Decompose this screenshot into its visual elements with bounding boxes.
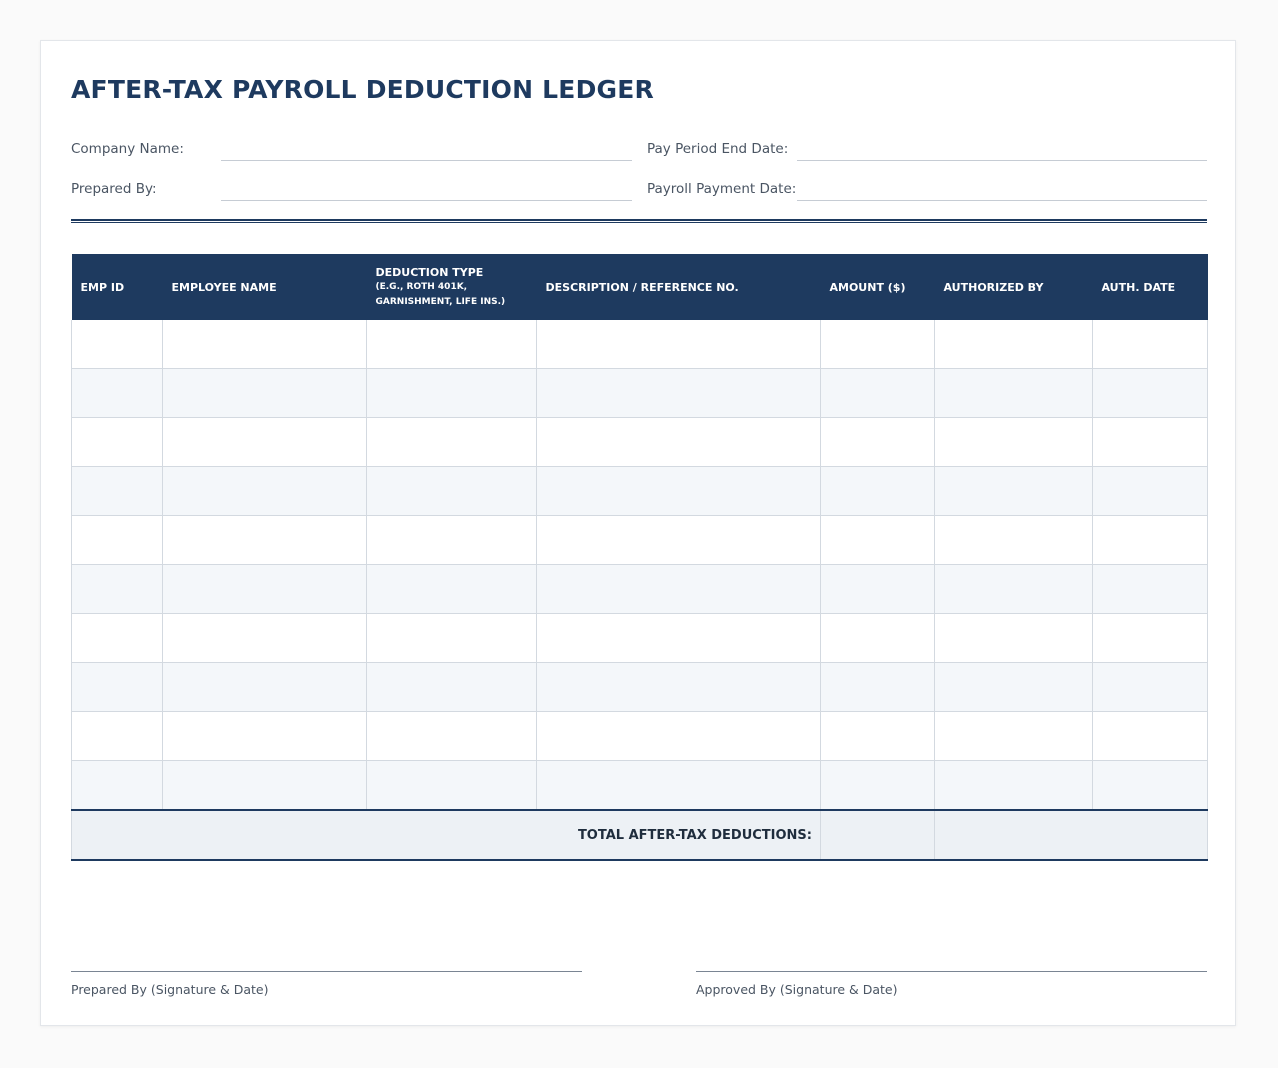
cell-amount[interactable] (821, 369, 935, 418)
column-header-auth-date: AUTH. DATE (1093, 254, 1208, 320)
column-header-authorized-by: AUTHORIZED BY (935, 254, 1093, 320)
cell-deduction-type[interactable] (367, 614, 537, 663)
cell-authorized-by[interactable] (935, 369, 1093, 418)
cell-auth-date[interactable] (1093, 614, 1208, 663)
deduction-type-example-1: (E.G., ROTH 401K, (375, 281, 468, 292)
cell-authorized-by[interactable] (935, 565, 1093, 614)
cell-amount[interactable] (821, 712, 935, 761)
cell-description[interactable] (537, 761, 821, 811)
approved-by-signature-line[interactable] (696, 971, 1207, 972)
cell-amount[interactable] (821, 467, 935, 516)
payroll-payment-date-field[interactable] (797, 200, 1207, 201)
total-amount-cell[interactable] (821, 810, 935, 860)
cell-employee-name[interactable] (163, 369, 367, 418)
cell-authorized-by[interactable] (935, 761, 1093, 811)
pay-period-end-date-field[interactable] (797, 160, 1207, 161)
total-blank-cell (935, 810, 1208, 860)
cell-deduction-type[interactable] (367, 761, 537, 811)
cell-employee-name[interactable] (163, 467, 367, 516)
cell-amount[interactable] (821, 663, 935, 712)
table-row (72, 614, 1208, 663)
column-header-deduction-type (367, 254, 537, 320)
cell-employee-name[interactable] (163, 614, 367, 663)
cell-emp-id[interactable] (72, 663, 163, 712)
cell-auth-date[interactable] (1093, 663, 1208, 712)
cell-amount[interactable] (821, 320, 935, 369)
cell-deduction-type[interactable] (367, 663, 537, 712)
deduction-type-title: DEDUCTION TYPE (375, 265, 484, 279)
column-header-description: DESCRIPTION / REFERENCE NO. (537, 254, 821, 320)
table-row (72, 712, 1208, 761)
cell-employee-name[interactable] (163, 565, 367, 614)
cell-amount[interactable] (821, 418, 935, 467)
total-after-tax-deductions-label: TOTAL AFTER-TAX DEDUCTIONS: (72, 810, 821, 860)
cell-emp-id[interactable] (72, 565, 163, 614)
table-row (72, 761, 1208, 811)
cell-emp-id[interactable] (72, 761, 163, 811)
cell-amount[interactable] (821, 516, 935, 565)
cell-amount[interactable] (821, 614, 935, 663)
cell-description[interactable] (537, 712, 821, 761)
cell-emp-id[interactable] (72, 467, 163, 516)
cell-amount[interactable] (821, 565, 935, 614)
cell-employee-name[interactable] (163, 320, 367, 369)
cell-auth-date[interactable] (1093, 320, 1208, 369)
company-name-field[interactable] (221, 160, 632, 161)
cell-authorized-by[interactable] (935, 467, 1093, 516)
cell-deduction-type[interactable] (367, 565, 537, 614)
table-header-row (72, 254, 1208, 320)
cell-authorized-by[interactable] (935, 418, 1093, 467)
page-title: AFTER-TAX PAYROLL DEDUCTION LEDGER (71, 75, 654, 104)
cell-emp-id[interactable] (72, 516, 163, 565)
cell-employee-name[interactable] (163, 516, 367, 565)
cell-deduction-type[interactable] (367, 467, 537, 516)
cell-deduction-type[interactable] (367, 418, 537, 467)
header-divider (71, 219, 1207, 223)
table-row (72, 565, 1208, 614)
cell-authorized-by[interactable] (935, 516, 1093, 565)
cell-emp-id[interactable] (72, 320, 163, 369)
cell-deduction-type[interactable] (367, 369, 537, 418)
prepared-by-field[interactable] (221, 200, 632, 201)
cell-authorized-by[interactable] (935, 712, 1093, 761)
table-row (72, 320, 1208, 369)
table-row (72, 516, 1208, 565)
cell-auth-date[interactable] (1093, 467, 1208, 516)
cell-emp-id[interactable] (72, 418, 163, 467)
cell-emp-id[interactable] (72, 712, 163, 761)
cell-description[interactable] (537, 467, 821, 516)
cell-auth-date[interactable] (1093, 761, 1208, 811)
column-header-amount: AMOUNT ($) (821, 254, 935, 320)
table-row (72, 467, 1208, 516)
cell-description[interactable] (537, 320, 821, 369)
cell-description[interactable] (537, 565, 821, 614)
cell-auth-date[interactable] (1093, 418, 1208, 467)
column-header-employee-name: EMPLOYEE NAME (163, 254, 367, 320)
cell-authorized-by[interactable] (935, 320, 1093, 369)
ledger-sheet (40, 40, 1236, 1026)
total-row (72, 810, 1208, 860)
cell-description[interactable] (537, 369, 821, 418)
cell-employee-name[interactable] (163, 712, 367, 761)
cell-amount[interactable] (821, 761, 935, 811)
cell-auth-date[interactable] (1093, 565, 1208, 614)
cell-emp-id[interactable] (72, 369, 163, 418)
cell-auth-date[interactable] (1093, 516, 1208, 565)
cell-description[interactable] (537, 516, 821, 565)
cell-employee-name[interactable] (163, 761, 367, 811)
company-name-label: Company Name: (71, 141, 184, 157)
cell-employee-name[interactable] (163, 418, 367, 467)
cell-authorized-by[interactable] (935, 663, 1093, 712)
cell-deduction-type[interactable] (367, 712, 537, 761)
table-row (72, 663, 1208, 712)
table-row (72, 369, 1208, 418)
cell-employee-name[interactable] (163, 663, 367, 712)
cell-auth-date[interactable] (1093, 369, 1208, 418)
prepared-by-label: Prepared By: (71, 181, 157, 197)
cell-description[interactable] (537, 418, 821, 467)
pay-period-end-date-label: Pay Period End Date: (647, 141, 789, 157)
payroll-payment-date-label: Payroll Payment Date: (647, 181, 797, 197)
approved-by-signature-label: Approved By (Signature & Date) (696, 982, 898, 997)
cell-authorized-by[interactable] (935, 614, 1093, 663)
cell-auth-date[interactable] (1093, 712, 1208, 761)
cell-description[interactable] (537, 614, 821, 663)
cell-emp-id[interactable] (72, 614, 163, 663)
column-header-emp-id: EMP ID (72, 254, 163, 320)
prepared-by-signature-line[interactable] (71, 971, 582, 972)
deduction-type-example-2: GARNISHMENT, LIFE INS.) (375, 296, 506, 307)
cell-deduction-type[interactable] (367, 320, 537, 369)
table-row (72, 418, 1208, 467)
cell-deduction-type[interactable] (367, 516, 537, 565)
cell-description[interactable] (537, 663, 821, 712)
prepared-by-signature-label: Prepared By (Signature & Date) (71, 982, 269, 997)
deduction-ledger-table (71, 254, 1208, 861)
